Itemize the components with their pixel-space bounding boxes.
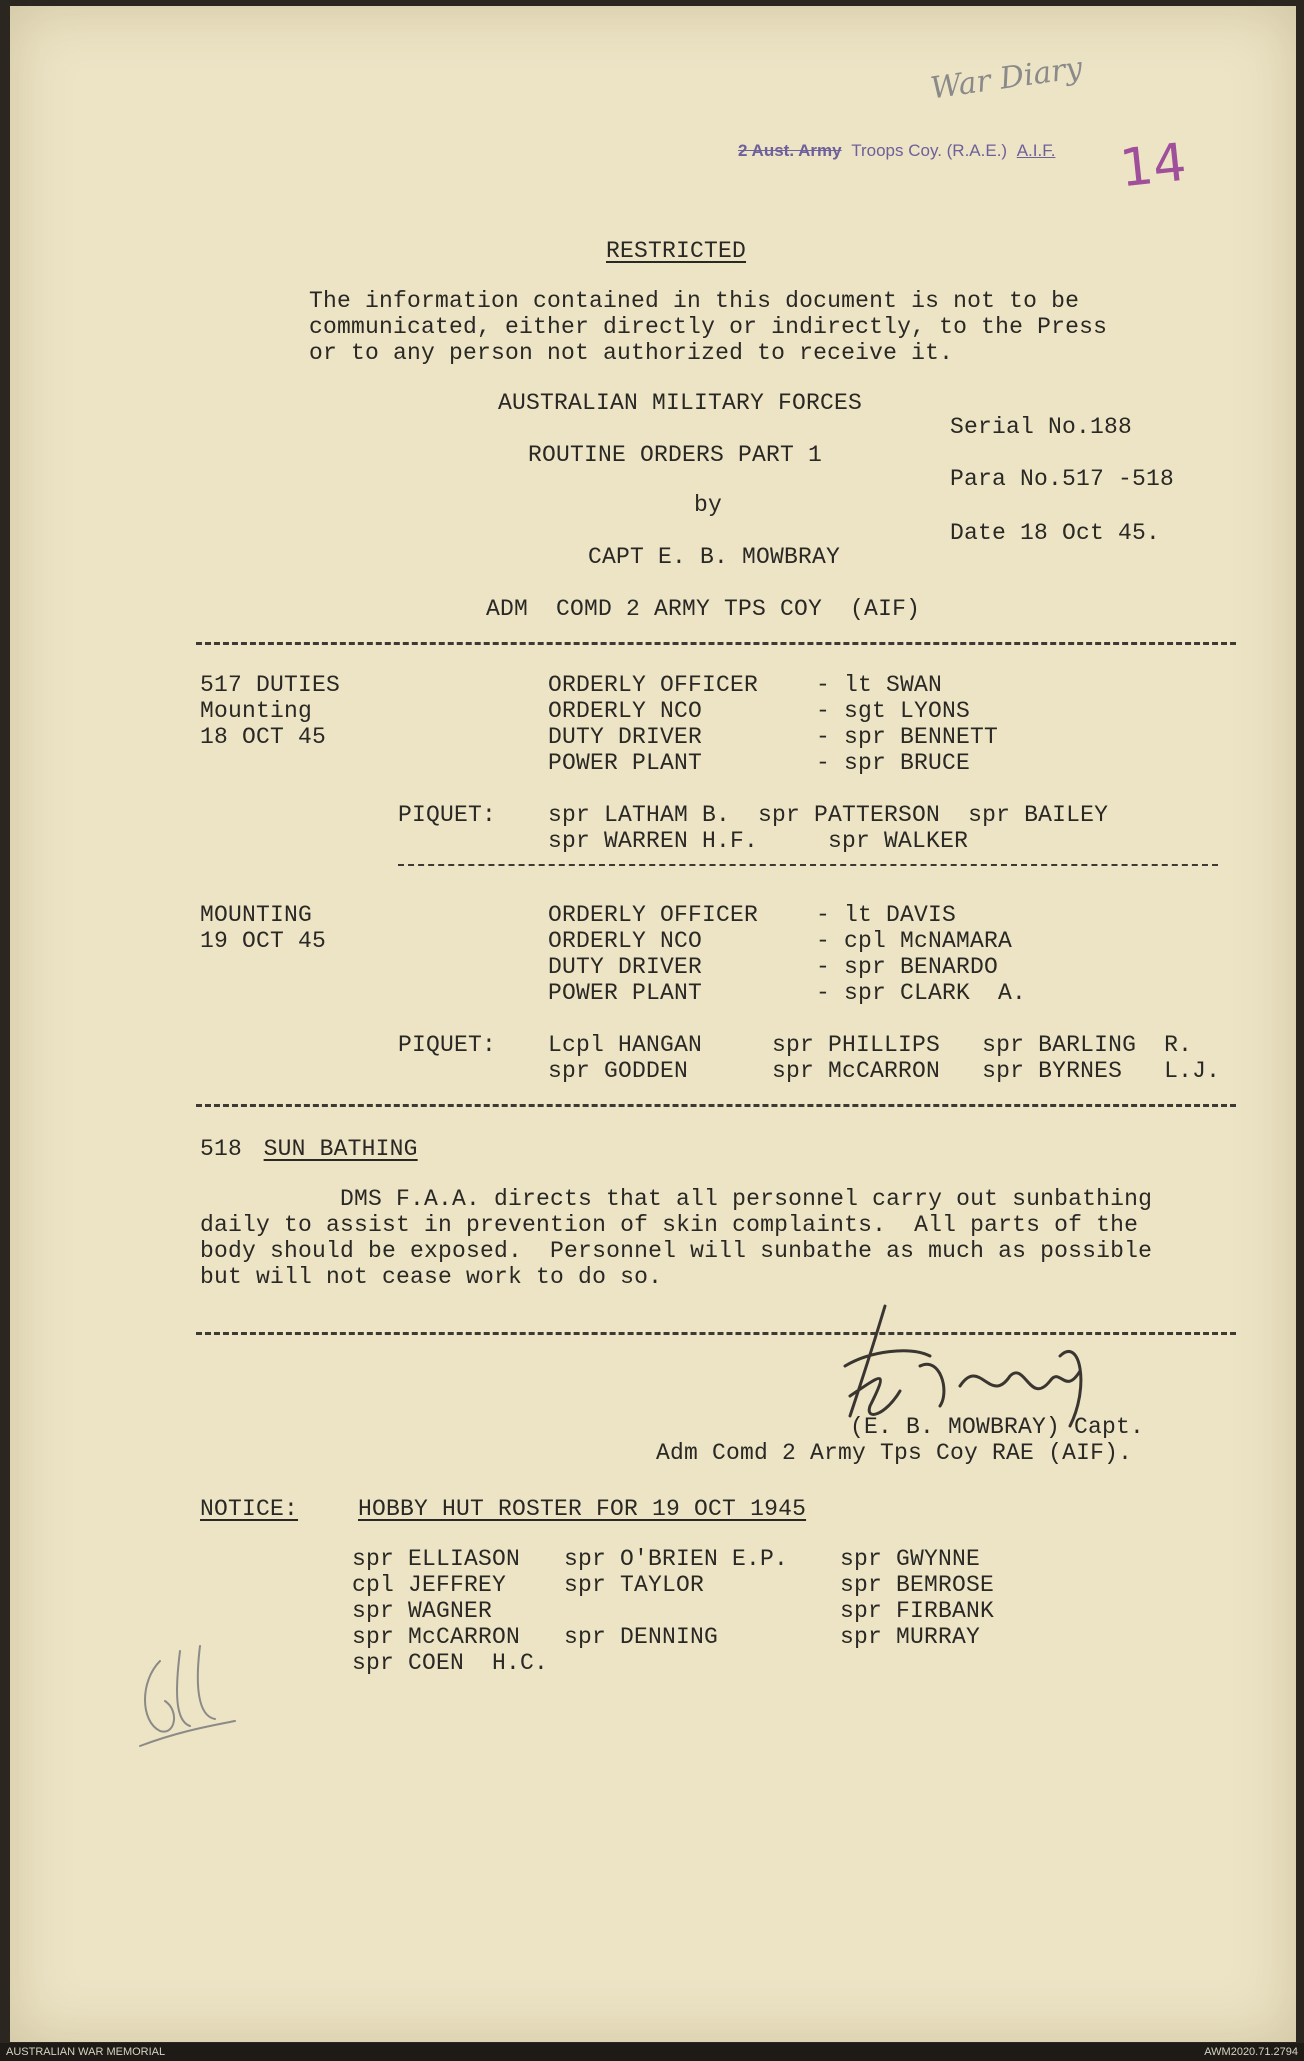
notice-title: HOBBY HUT ROSTER FOR 19 OCT 1945 — [358, 1496, 807, 1522]
duty-role: ORDERLY NCO — [548, 928, 703, 954]
command-line: ADM COMD 2 ARMY TPS COY (AIF) — [486, 596, 921, 622]
archive-footer — [0, 2043, 1304, 2061]
day2-date: 19 OCT 45 — [200, 928, 327, 954]
classification: RESTRICTED — [606, 238, 747, 264]
order-type: ROUTINE ORDERS PART 1 — [528, 442, 823, 468]
sunbathing-heading: SUN BATHING — [263, 1136, 418, 1162]
stamp-unit: 2 Aust. Army — [738, 141, 842, 160]
duty-role: POWER PLANT — [548, 750, 703, 776]
roster-name: spr COEN H.C. — [352, 1650, 549, 1676]
para-number-518: 518 — [200, 1136, 243, 1162]
order-date: Date 18 Oct 45. — [950, 520, 1161, 546]
duty-name: - spr BRUCE — [816, 750, 971, 776]
roster-name: spr McCARRON — [352, 1624, 521, 1650]
duty-role: ORDERLY OFFICER — [548, 672, 759, 698]
duty-name: - spr BENNETT — [816, 724, 999, 750]
body-line: DMS F.A.A. directs that all personnel carry out sunbathing — [340, 1186, 1153, 1212]
serial-number: Serial No.188 — [950, 414, 1133, 440]
body-line: but will not cease work to do so. — [200, 1264, 663, 1290]
stamp-text: Troops Coy. (R.A.E.) — [851, 141, 1008, 160]
footer-source: AUSTRALIAN WAR MEMORIAL — [6, 2046, 166, 2058]
roster-name: spr GWYNNE — [840, 1546, 981, 1572]
divider — [196, 1104, 1236, 1107]
rubber-stamp — [738, 141, 1055, 161]
pencil-note: War Diary — [928, 50, 1085, 107]
force-heading: AUSTRALIAN MILITARY FORCES — [498, 390, 863, 416]
pencil-initials — [120, 1631, 250, 1761]
by-text: by — [694, 492, 723, 518]
duty-role: DUTY DRIVER — [548, 724, 703, 750]
day1-label: Mounting — [200, 698, 313, 724]
footer-id: AWM2020.71.2794 — [1204, 2046, 1298, 2058]
notice-line-1: The information contained in this document is not to be — [309, 288, 1080, 314]
stamp-aif: A.I.F. — [1016, 141, 1056, 160]
duty-name: - cpl McNAMARA — [816, 928, 1013, 954]
roster-name: spr DENNING — [564, 1624, 719, 1650]
sunbathing-title — [200, 1136, 418, 1162]
day1-date: 18 OCT 45 — [200, 724, 327, 750]
roster-name: spr TAYLOR — [564, 1572, 705, 1598]
duty-role: POWER PLANT — [548, 980, 703, 1006]
notice-line-3: or to any person not authorized to receive it. — [309, 340, 954, 366]
roster-name: spr BEMROSE — [840, 1572, 995, 1598]
piquet-label: PIQUET: — [398, 1032, 497, 1058]
duty-name: - spr CLARK A. — [816, 980, 1027, 1006]
duties-para-title: 517 DUTIES — [200, 672, 341, 698]
roster-name: spr MURRAY — [840, 1624, 981, 1650]
divider — [398, 864, 1218, 866]
day2-label: MOUNTING — [200, 902, 313, 928]
duty-name: - spr BENARDO — [816, 954, 999, 980]
roster-name: spr FIRBANK — [840, 1598, 995, 1624]
notice-line-2: communicated, either directly or indirectly, to the Press — [309, 314, 1108, 340]
document-page — [10, 6, 1296, 2042]
duty-role: ORDERLY OFFICER — [548, 902, 759, 928]
duty-name: - lt DAVIS — [816, 902, 957, 928]
piquet-label: PIQUET: — [398, 802, 497, 828]
piquet-line: spr WARREN H.F. spr WALKER — [548, 828, 969, 854]
body-line: body should be exposed. Personnel will sunbathe as much as possible — [200, 1238, 1153, 1264]
roster-name: spr ELLIASON — [352, 1546, 521, 1572]
piquet-line: Lcpl HANGAN spr PHILLIPS spr BARLING R. — [548, 1032, 1193, 1058]
roster-name: spr WAGNER — [352, 1598, 493, 1624]
para-number: Para No.517 -518 — [950, 466, 1175, 492]
divider — [196, 642, 1236, 645]
duty-name: - sgt LYONS — [816, 698, 971, 724]
duty-role: DUTY DRIVER — [548, 954, 703, 980]
duty-name: - lt SWAN — [816, 672, 943, 698]
piquet-line: spr LATHAM B. spr PATTERSON spr BAILEY — [548, 802, 1109, 828]
folio-number: 14 — [1117, 132, 1190, 200]
duty-role: ORDERLY NCO — [548, 698, 703, 724]
notice-label: NOTICE: — [200, 1496, 299, 1522]
piquet-line: spr GODDEN spr McCARRON spr BYRNES L.J. — [548, 1058, 1221, 1084]
signatory-name: (E. B. MOWBRAY) Capt. — [850, 1414, 1145, 1440]
roster-name: cpl JEFFREY — [352, 1572, 507, 1598]
roster-name: spr O'BRIEN E.P. — [564, 1546, 789, 1572]
signatory-title: Adm Comd 2 Army Tps Coy RAE (AIF). — [656, 1440, 1133, 1466]
body-line: daily to assist in prevention of skin complaints. All parts of the — [200, 1212, 1139, 1238]
officer-name: CAPT E. B. MOWBRAY — [588, 544, 841, 570]
